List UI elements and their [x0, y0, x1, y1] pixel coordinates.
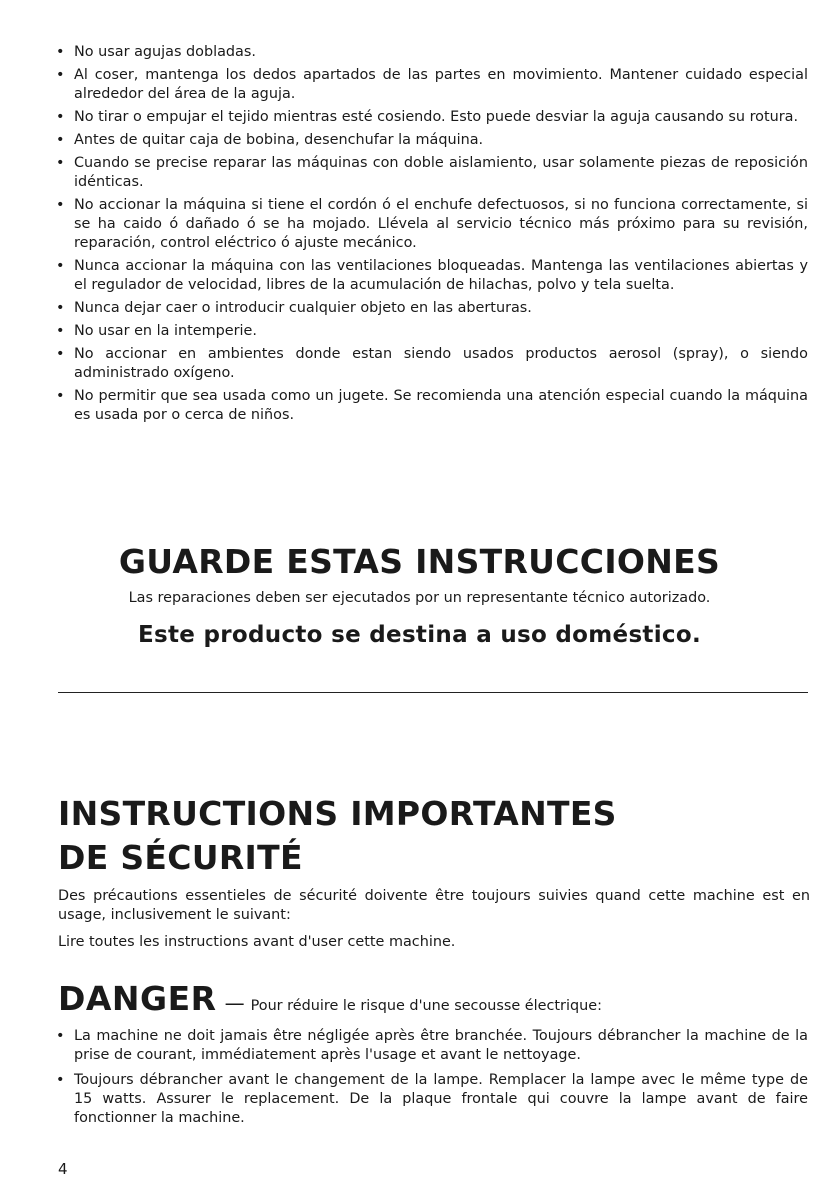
list-item: • Al coser, mantenga los dedos apartados de las partes en movimiento. Mantener cuidado especial alrededor del área de la aguja. [56, 67, 808, 102]
list-item: • Nunca accionar la máquina con las ventilaciones bloqueadas. Mantenga las ventilaciones abiertas y el regulador de velocidad, libres de la acumulación de hilachas, polvo y tela suelta. [56, 258, 808, 293]
french-safety-heading [58, 792, 617, 880]
danger-dash: — [224, 991, 245, 1015]
danger-heading [58, 979, 602, 1018]
list-item: • No permitir que sea usada como un jugete. Se recomienda una atención especial cuando la máquina es usada por o cerca de niños. [56, 388, 808, 423]
list-item: • La machine ne doit jamais être négligée après être branchée. Toujours débrancher la machine de la prise de courant, immédiatement après l'usage et avant le nettoyage. [56, 1028, 808, 1063]
bullet: • [56, 323, 65, 339]
french-intro: Des précautions essentieles de sécurité doivente être toujours suivies quand cette machine est en usage, inclusivement le suivant: [58, 888, 810, 923]
repair-note: Las reparaciones deben ser ejecutados por un representante técnico autorizado. [128, 590, 711, 606]
bullet: • [56, 346, 65, 362]
list-item: • Cuando se precise reparar las máquinas con doble aislamiento, usar solamente piezas de reposición idénticas. [56, 155, 808, 190]
bullet: • [56, 258, 65, 274]
danger-list [56, 1027, 808, 1128]
bullet: • [56, 155, 65, 171]
bullet: • [56, 132, 65, 148]
list-item: • Toujours débrancher avant le changement de la lampe. Remplacer la lampe avec le même type de 15 watts. Assurer le replacement. De la plaque frontale qui couvre la lampe avant de faire fonctionner la machine. [56, 1072, 808, 1126]
bullet: • [56, 109, 65, 125]
bullet: • [56, 300, 65, 316]
domestic-note: Este producto se destina a uso doméstico. [138, 622, 701, 648]
guarde-heading: GUARDE ESTAS INSTRUCCIONES [118, 542, 721, 581]
spanish-warning-list [56, 43, 808, 429]
list-item: • Antes de quitar caja de bobina, desenchufar la máquina. [56, 132, 484, 148]
section-divider [58, 692, 808, 693]
bullet: • [56, 1028, 65, 1044]
bullet: • [56, 1072, 65, 1088]
french-heading-line-2: DE SÉCURITÉ [58, 838, 303, 877]
list-item: • No accionar en ambientes donde estan siendo usados productos aerosol (spray), o siendo administrado oxígeno. [56, 346, 808, 381]
page-number: 4 [58, 1160, 68, 1178]
danger-word: DANGER [58, 979, 217, 1018]
french-heading-line-1: INSTRUCTIONS IMPORTANTES [58, 794, 617, 833]
list-item: • No usar agujas dobladas. [56, 44, 256, 60]
list-item: • No tirar o empujar el tejido mientras esté cosiendo. Esto puede desviar la aguja causando su rotura. [56, 109, 799, 125]
bullet: • [56, 388, 65, 404]
list-item: • No accionar la máquina si tiene el cordón ó el enchufe defectuosos, si no funciona correctamente, si se ha caido ó dañado ó se ha mojado. Llévela al servicio técnico más próximo para su revisión, reparación, control eléctrico ó ajuste mecánico. [56, 197, 808, 251]
danger-text: Pour réduire le risque d'une secousse électrique: [250, 998, 602, 1014]
list-item: • Nunca dejar caer o introducir cualquier objeto en las aberturas. [56, 300, 532, 316]
french-read-all: Lire toutes les instructions avant d'user cette machine. [58, 934, 456, 950]
bullet: • [56, 44, 65, 60]
list-item: • No usar en la intemperie. [56, 323, 257, 339]
bullet: • [56, 197, 65, 213]
bullet: • [56, 67, 65, 83]
